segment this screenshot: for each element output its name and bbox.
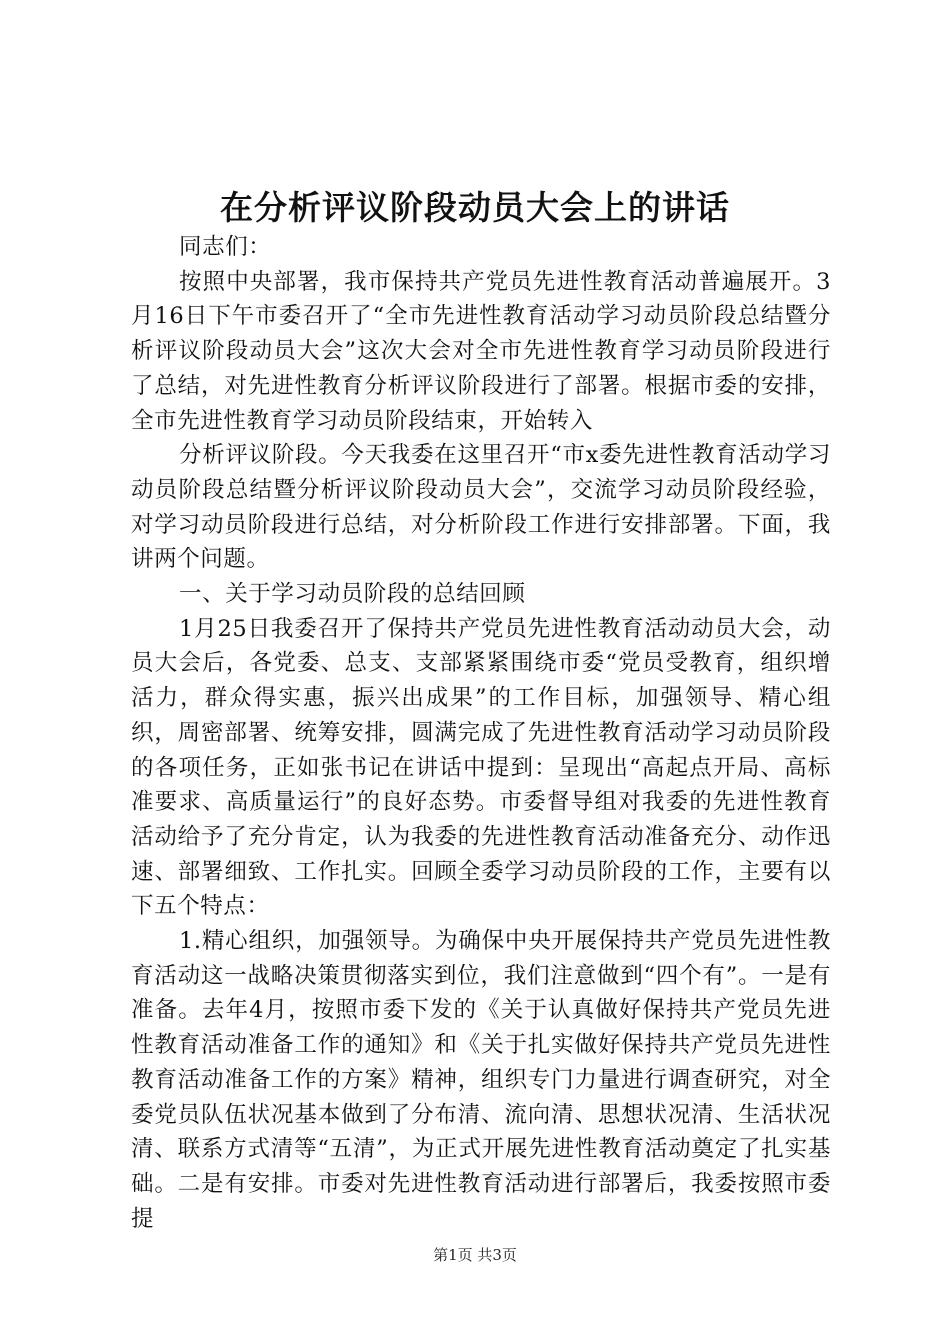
section-heading: 一、关于学习动员阶段的总结回顾	[179, 581, 526, 608]
body-paragraph: 分析评议阶段。今天我委在这里召开“市x委先进性教育活动学习动员阶段总结暨分析评议阶段动员大会”，交流学习动员阶段经验，对学习动员阶段进行总结，对分析阶段工作进行安排部署。下面，我讲两个问题。	[131, 442, 831, 573]
salutation-paragraph: 同志们：	[179, 234, 272, 260]
page-footer: 第1页 共3页	[433, 1246, 517, 1264]
body-paragraph: 1月25日我委召开了保持共产党员先进性教育活动动员大会，动员大会后，各党委、总支、支部紧紧围绕市委“党员受教育，组织增活力，群众得实惠，振兴出成果”的工作目标，加强领导、精心组织，周密部署、统筹安排，圆满完成了先进性教育活动学习动员阶段的各项任务，正如张书记在讲话中提到：呈现出“高起点开局、高标准要求、高质量运行”的良好态势。市委督导组对我委的先进性教育活动给予了充分肯定，认为我委的先进性教育活动准备充分、动作迅速、部署细致、工作扎实。回顾全委学习动员阶段的工作，主要有以下五个特点：	[131, 615, 831, 920]
body-paragraph: 1.精心组织，加强领导。为确保中央开展保持共产党员先进性教育活动这一战略决策贯彻落实到位，我们注意做到“四个有”。一是有准备。去年4月，按照市委下发的《关于认真做好保持共产党员先进性教育活动准备工作的通知》和《关于扎实做好保持共产党员先进性教育活动准备工作的方案》精神，组织专门力量进行调查研究，对全委党员队伍状况基本做到了分布清、流向清、思想状况清、生活状况清、联系方式清等“五清”，为正式开展先进性教育活动奠定了扎实基础。二是有安排。市委对先进性教育活动进行部署后，我委按照市委提	[131, 928, 831, 1232]
document-title: 在分析评议阶段动员大会上的讲话	[220, 188, 730, 227]
document-body	[131, 230, 831, 1236]
body-paragraph: 按照中央部署，我市保持共产党员先进性教育活动普遍展开。3月16日下午市委召开了“全市先进性教育活动学习动员阶段总结暨分析评议阶段动员大会”这次大会对全市先进性教育学习动员阶段进行了总结，对先进性教育分析评议阶段进行了部署。根据市委的安排，全市先进性教育学习动员阶段结束，开始转入	[131, 268, 831, 434]
